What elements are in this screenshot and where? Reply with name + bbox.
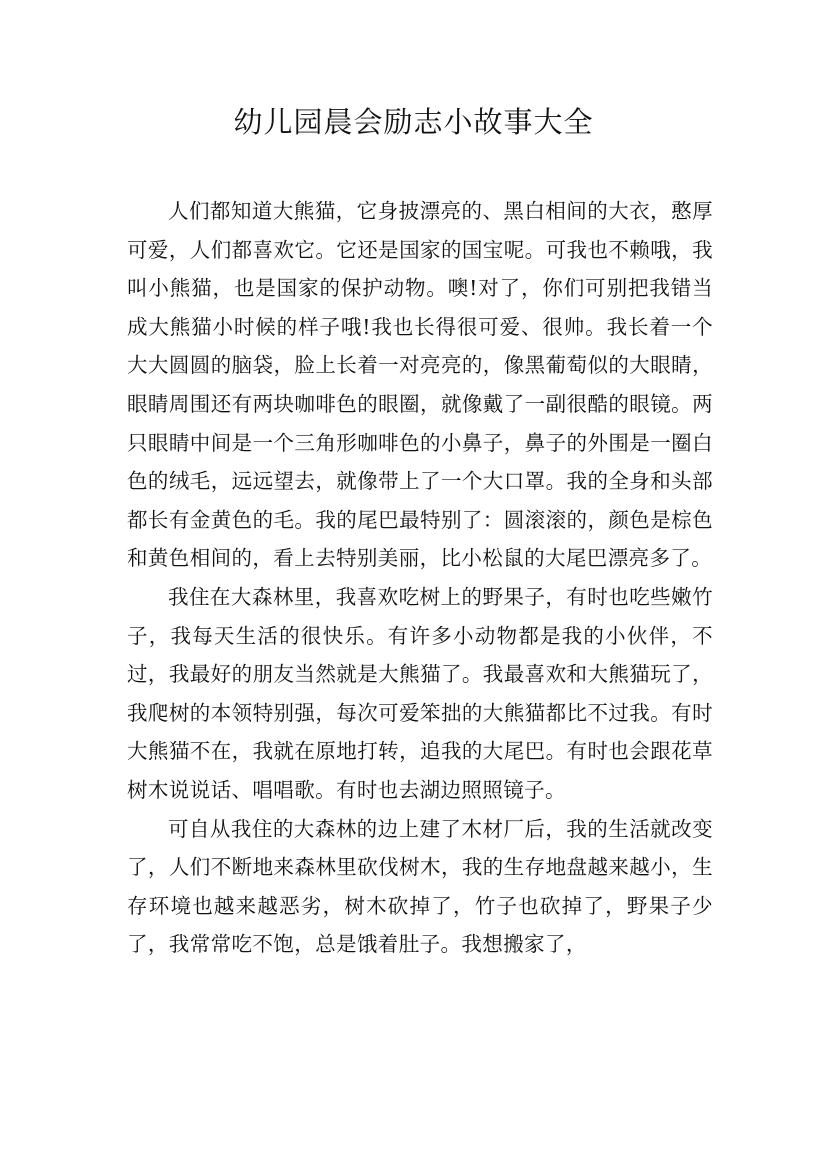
paragraph-1: 人们都知道大熊猫，它身披漂亮的、黑白相间的大衣，憨厚可爱，人们都喜欢它。它还是国家的国宝呢。可我也不赖哦，我叫小熊猫，也是国家的保护动物。噢!对了，你们可别把我错当成大熊猫小时候的样子哦!我也长得很可爱、很帅。我长着一个大大圆圆的脑袋，脸上长着一对亮亮的，像黑葡萄似的大眼睛，眼睛周围还有两块咖啡色的眼圈，就像戴了一副很酷的眼镜。两只眼睛中间是一个三角形咖啡色的小鼻子，鼻子的外围是一圈白色的绒毛，远远望去，就像带上了一个大口罩。我的全身和头部都长有金黄色的毛。我的尾巴最特别了：圆滚滚的，颜色是棕色和黄色相间的，看上去特别美丽，比小松鼠的大尾巴漂亮多了。 bbox=[127, 199, 713, 571]
paragraph-2: 我住在大森林里，我喜欢吃树上的野果子，有时也吃些嫩竹子，我每天生活的很快乐。有许多小动物都是我的小伙伴，不过，我最好的朋友当然就是大熊猫了。我最喜欢和大熊猫玩了，我爬树的本领特别强，每次可爱笨拙的大熊猫都比不过我。有时大熊猫不在，我就在原地打转，追我的大尾巴。有时也会跟花草树木说说话、唱唱歌。有时也去湖边照照镜子。 bbox=[127, 584, 713, 802]
document-title: 幼儿园晨会励志小故事大全 bbox=[233, 105, 594, 139]
document-body bbox=[127, 192, 713, 964]
paragraph-3: 可自从我住的大森林的边上建了木材厂后，我的生活就改变了，人们不断地来森林里砍伐树木，我的生存地盘越来越小，生存环境也越来越恶劣，树木砍掉了，竹子也砍掉了，野果子少了，我常常吃不饱，总是饿着肚子。我想搬家了， bbox=[127, 816, 713, 957]
